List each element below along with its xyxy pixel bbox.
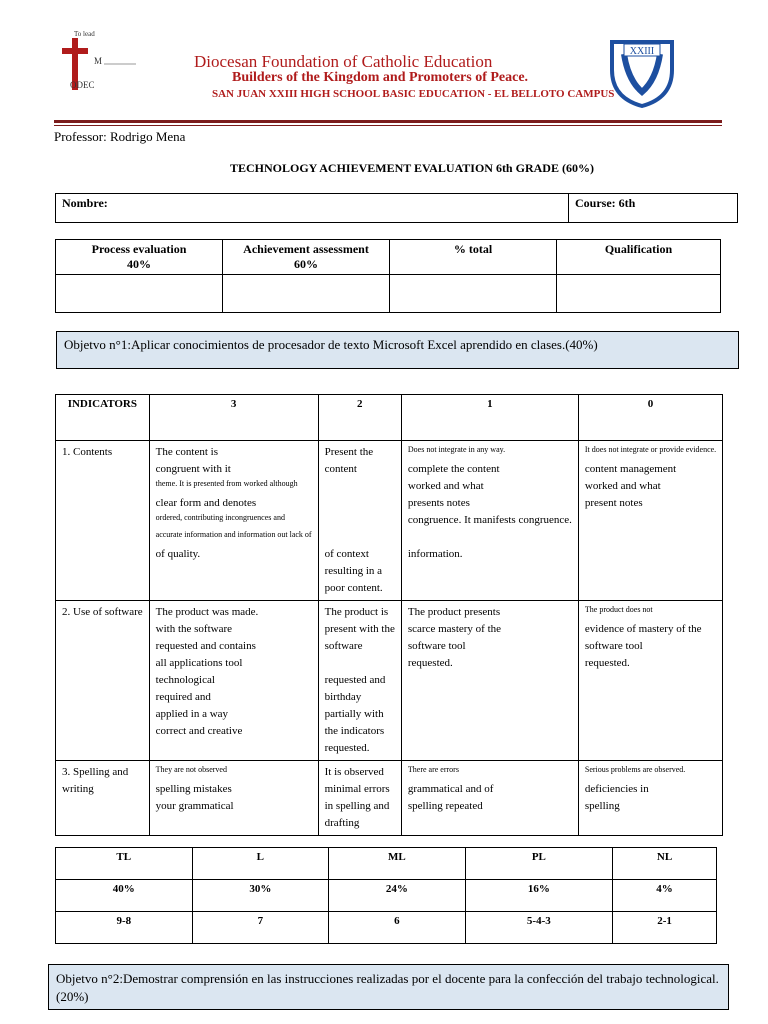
- rubric-line: spelling: [584, 800, 620, 812]
- rubric-header: INDICATORS: [56, 395, 150, 441]
- rubric-row: [56, 601, 723, 761]
- rubric-criteria-cell: [318, 761, 401, 836]
- rubric-line: 2. Use of software: [62, 606, 143, 618]
- rubric-line: software tool: [584, 640, 643, 652]
- rubric-line: software tool: [407, 640, 466, 652]
- rubric-criteria-cell: [578, 601, 722, 761]
- eval-cell-qualification[interactable]: [557, 275, 721, 313]
- rubric-line: evidence of mastery of the: [584, 623, 702, 635]
- objective-1-box: [56, 331, 739, 369]
- logo-text-1: To lead: [74, 30, 95, 38]
- rubric-line: requested.: [324, 742, 370, 754]
- rubric-header: 2: [318, 395, 401, 441]
- rubric-criteria-cell: [149, 761, 318, 836]
- scale-row: [56, 912, 717, 944]
- rubric-line: Does not integrate in any way.: [407, 445, 506, 454]
- scale-cell: 9-8: [56, 912, 193, 944]
- logo-text-3: ODEC: [70, 80, 95, 90]
- scale-cell: 2-1: [613, 912, 717, 944]
- rubric-line: The content is: [155, 446, 218, 458]
- rubric-line: complete the content: [407, 463, 500, 475]
- rubric-line: accurate information and information out lack of: [155, 530, 312, 539]
- header-rule-thin: [54, 125, 722, 126]
- rubric-line: birthday: [324, 691, 362, 703]
- rubric-indicator-cell: [56, 441, 150, 601]
- eval-header-qualification: Qualification: [557, 240, 721, 275]
- rubric-line: content management: [584, 463, 677, 475]
- rubric-line: requested.: [407, 657, 453, 669]
- rubric-line: partially with: [324, 708, 384, 720]
- rubric-line: There are errors: [407, 765, 459, 774]
- rubric-criteria-cell: [578, 761, 722, 836]
- shield-text: XXIII: [629, 46, 655, 57]
- rubric-line: writing: [62, 783, 94, 795]
- scale-row: [56, 880, 717, 912]
- scale-cell: 16%: [465, 880, 612, 912]
- rubric-line: It does not integrate or provide evidence.: [584, 445, 717, 454]
- rubric-line: [325, 655, 395, 672]
- rubric-criteria-cell: [149, 601, 318, 761]
- professor-name: Professor: Rodrigo Mena: [54, 129, 186, 144]
- rubric-line: grammatical and of: [407, 783, 494, 795]
- rubric-line: worked and what: [407, 480, 484, 492]
- rubric-header: 0: [578, 395, 722, 441]
- grading-scale-table: [55, 847, 717, 944]
- rubric-line: software: [324, 640, 363, 652]
- scale-cell: L: [192, 848, 329, 880]
- rubric-line: [325, 478, 395, 495]
- rubric-line: Present the: [324, 446, 374, 458]
- rubric-criteria-cell: [401, 761, 578, 836]
- rubric-line: your grammatical: [155, 800, 234, 812]
- scale-cell: 6: [329, 912, 466, 944]
- document-title: TECHNOLOGY ACHIEVEMENT EVALUATION 6th GRADE (60%): [230, 161, 594, 175]
- logo-text-2: M: [94, 56, 103, 66]
- rubric-line: required and: [155, 691, 211, 703]
- rubric-line: information.: [407, 548, 463, 560]
- rubric-line: presents notes: [407, 497, 470, 509]
- rubric-line: The product was made.: [155, 606, 259, 618]
- scale-cell: 30%: [192, 880, 329, 912]
- rubric-row: [56, 761, 723, 836]
- rubric-criteria-cell: [401, 441, 578, 601]
- rubric-line: The product does not: [584, 605, 653, 614]
- rubric-line: minimal errors: [324, 783, 390, 795]
- rubric-criteria-cell: [578, 441, 722, 601]
- rubric-line: requested.: [584, 657, 630, 669]
- school-shield-logo: [610, 40, 674, 108]
- rubric-criteria-cell: [149, 441, 318, 601]
- eval-header-process: Process evaluation 40%: [56, 240, 223, 275]
- rubric-line: The product is: [324, 606, 389, 618]
- rubric-line: of context: [324, 548, 369, 560]
- objective-1-text: Objetvo n°1:Aplicar conocimientos de procesador de texto Microsoft Excel aprendido en clases.(40%): [64, 337, 598, 352]
- eval-header-achievement: Achievement assessment 60%: [223, 240, 390, 275]
- eval-cell-process[interactable]: [56, 275, 223, 313]
- rubric-line: requested and: [324, 674, 386, 686]
- scale-cell: TL: [56, 848, 193, 880]
- rubric-line: [325, 495, 395, 512]
- rubric-line: of quality.: [155, 548, 201, 560]
- odec-logo: [60, 24, 142, 100]
- eval-header-total: % total: [390, 240, 557, 275]
- rubric-criteria-cell: [318, 441, 401, 601]
- rubric-line: content: [324, 463, 357, 475]
- scale-row: [56, 848, 717, 880]
- school-name: SAN JUAN XXIII HIGH SCHOOL BASIC EDUCATION - EL BELLOTO CAMPUS: [212, 88, 615, 100]
- rubric-line: clear form and denotes: [155, 497, 257, 509]
- institution-name: Diocesan Foundation of Catholic Education: [194, 52, 493, 71]
- rubric-line: The product presents: [407, 606, 501, 618]
- rubric-line: present notes: [584, 497, 643, 509]
- rubric-criteria-cell: [318, 601, 401, 761]
- scale-cell: 4%: [613, 880, 717, 912]
- rubric-line: applied in a way: [155, 708, 229, 720]
- eval-cell-total[interactable]: [390, 275, 557, 313]
- rubric-header: 1: [401, 395, 578, 441]
- scale-cell: NL: [613, 848, 717, 880]
- rubric-row: [56, 441, 723, 601]
- scale-cell: 5-4-3: [465, 912, 612, 944]
- rubric-line: [325, 512, 395, 529]
- rubric-line: spelling mistakes: [155, 783, 232, 795]
- rubric-line: They are not observed: [155, 765, 227, 774]
- rubric-line: theme. It is presented from worked although: [155, 479, 298, 488]
- rubric-line: congruent with it: [155, 463, 231, 475]
- rubric-line: [408, 529, 572, 546]
- objective-2-text: Objetvo n°2:Demostrar comprensión en las instrucciones realizadas por el docente para la confección del trabajo technological.(20%): [56, 971, 719, 1004]
- rubric-line: with the software: [155, 623, 233, 635]
- course-label: Course: 6th: [575, 196, 636, 210]
- rubric-line: drafting: [324, 817, 360, 829]
- rubric-line: congruence. It manifests congruence.: [407, 514, 572, 526]
- name-label: Nombre:: [62, 196, 108, 210]
- rubric-indicator-cell: [56, 761, 150, 836]
- rubric-criteria-cell: [401, 601, 578, 761]
- rubric-line: Serious problems are observed.: [584, 765, 686, 774]
- course-field: [569, 194, 738, 223]
- name-field[interactable]: [56, 194, 569, 223]
- scale-cell: 24%: [329, 880, 466, 912]
- rubric-line: It is observed: [324, 766, 384, 778]
- objective-2-box: [48, 964, 729, 1010]
- rubric-line: scarce mastery of the: [407, 623, 502, 635]
- rubric-line: all applications tool: [155, 657, 243, 669]
- rubric-line: deficiencies in: [584, 783, 649, 795]
- rubric-header: 3: [149, 395, 318, 441]
- rubric-line: resulting in a: [324, 565, 383, 577]
- rubric-line: correct and creative: [155, 725, 243, 737]
- rubric-line: technological: [155, 674, 215, 686]
- scale-cell: PL: [465, 848, 612, 880]
- rubric-line: [325, 529, 395, 546]
- scale-cell: 40%: [56, 880, 193, 912]
- rubric-line: spelling repeated: [407, 800, 483, 812]
- eval-cell-achievement[interactable]: [223, 275, 390, 313]
- scale-cell: ML: [329, 848, 466, 880]
- rubric-line: 1. Contents: [62, 446, 113, 458]
- rubric-line: worked and what: [584, 480, 661, 492]
- institution-motto: Builders of the Kingdom and Promoters of Peace.: [232, 70, 529, 85]
- rubric-indicator-cell: [56, 601, 150, 761]
- scale-cell: 7: [192, 912, 329, 944]
- header-rule: [54, 120, 722, 123]
- evaluation-summary-table: [55, 239, 721, 313]
- rubric-table: [55, 394, 723, 836]
- rubric-line: the indicators: [324, 725, 385, 737]
- rubric-line: requested and contains: [155, 640, 256, 652]
- rubric-line: 3. Spelling and: [62, 766, 129, 778]
- rubric-line: in spelling and: [324, 800, 390, 812]
- rubric-line: poor content.: [324, 582, 383, 594]
- rubric-line: present with the: [324, 623, 395, 635]
- student-info-table: [55, 193, 738, 223]
- rubric-line: ordered, contributing incongruences and: [155, 513, 285, 522]
